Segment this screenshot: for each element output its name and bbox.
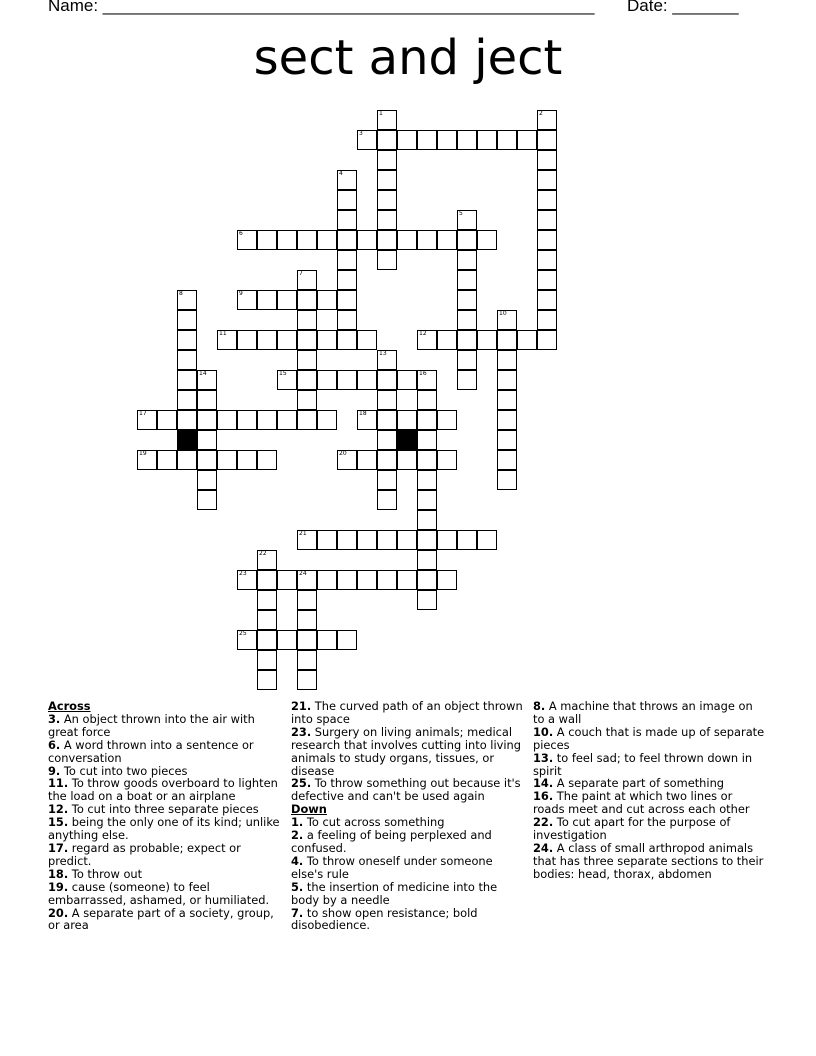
cell-number: 15 bbox=[279, 370, 287, 377]
clue-number: 24. bbox=[533, 840, 554, 855]
cell-number: 24 bbox=[299, 570, 307, 577]
clue-text: To throw something out because it's defective and can't be used again bbox=[291, 776, 521, 804]
grid-cell[interactable] bbox=[237, 570, 257, 590]
grid-cell[interactable] bbox=[417, 510, 437, 530]
grid-cell[interactable] bbox=[477, 130, 497, 150]
clue-number: 15. bbox=[48, 815, 69, 830]
grid-cell[interactable] bbox=[337, 630, 357, 650]
black-cell bbox=[177, 430, 197, 450]
grid-cell[interactable] bbox=[497, 310, 517, 330]
cell-number: 9 bbox=[239, 290, 243, 297]
grid-cell[interactable] bbox=[397, 130, 417, 150]
clue-text: To throw goods overboard to lighten the load on a boat or an airplane bbox=[48, 776, 278, 804]
clue-text: cause (someone) to feel embarrassed, ashamed, or humiliated. bbox=[48, 879, 270, 907]
clue-number: 25. bbox=[291, 776, 312, 791]
grid-cell[interactable] bbox=[437, 530, 457, 550]
grid-cell[interactable] bbox=[457, 350, 477, 370]
grid-cell[interactable] bbox=[277, 370, 297, 390]
grid-cell[interactable] bbox=[237, 630, 257, 650]
clue-text: To cut across something bbox=[303, 815, 445, 830]
clue-item bbox=[533, 726, 765, 752]
cell-number: 2 bbox=[539, 110, 543, 117]
down-clue-list bbox=[291, 816, 523, 932]
grid-cell[interactable] bbox=[377, 230, 397, 250]
grid-cell[interactable] bbox=[537, 210, 557, 230]
grid-cell[interactable] bbox=[397, 570, 417, 590]
clue-item bbox=[291, 777, 523, 803]
grid-cell[interactable] bbox=[177, 450, 197, 470]
cell-number: 23 bbox=[239, 570, 247, 577]
grid-cell[interactable] bbox=[477, 330, 497, 350]
grid-cell[interactable] bbox=[297, 590, 317, 610]
grid-cell[interactable] bbox=[277, 230, 297, 250]
grid-cell[interactable] bbox=[517, 130, 537, 150]
grid-cell[interactable] bbox=[177, 350, 197, 370]
grid-cell[interactable] bbox=[457, 130, 477, 150]
clue-item bbox=[48, 816, 280, 842]
clue-item bbox=[291, 829, 523, 855]
cell-number: 4 bbox=[339, 170, 343, 177]
grid-cell[interactable] bbox=[457, 290, 477, 310]
grid-cell[interactable] bbox=[157, 450, 177, 470]
clues-column-2 bbox=[291, 700, 523, 932]
grid-cell[interactable] bbox=[417, 330, 437, 350]
cell-number: 5 bbox=[459, 210, 463, 217]
grid-cell[interactable] bbox=[257, 590, 277, 610]
cell-number: 22 bbox=[259, 550, 267, 557]
grid-cell[interactable] bbox=[297, 230, 317, 250]
clue-item bbox=[533, 842, 765, 881]
grid-cell[interactable] bbox=[417, 430, 437, 450]
grid-cell[interactable] bbox=[457, 310, 477, 330]
grid-cell[interactable] bbox=[417, 130, 437, 150]
clue-text: A word thrown into a sentence or conversation bbox=[48, 737, 254, 765]
grid-cell[interactable] bbox=[197, 370, 217, 390]
grid-cell[interactable] bbox=[357, 130, 377, 150]
down-clue-list-continued bbox=[533, 700, 765, 881]
grid-cell[interactable] bbox=[157, 410, 177, 430]
clue-number: 14. bbox=[533, 776, 554, 791]
clue-number: 3. bbox=[48, 711, 61, 726]
clue-text: To throw oneself under someone else's rule bbox=[291, 853, 493, 881]
grid-cell[interactable] bbox=[257, 230, 277, 250]
clue-number: 5. bbox=[291, 879, 304, 894]
grid-cell[interactable] bbox=[457, 250, 477, 270]
grid-cell[interactable] bbox=[397, 410, 417, 430]
grid-cell[interactable] bbox=[377, 210, 397, 230]
grid-cell[interactable] bbox=[457, 530, 477, 550]
grid-cell[interactable] bbox=[257, 630, 277, 650]
grid-cell[interactable] bbox=[457, 210, 477, 230]
grid-cell[interactable] bbox=[377, 390, 397, 410]
grid-cell[interactable] bbox=[197, 390, 217, 410]
clue-text: To cut into two pieces bbox=[60, 763, 188, 778]
grid-cell[interactable] bbox=[537, 330, 557, 350]
grid-cell[interactable] bbox=[257, 410, 277, 430]
grid-cell[interactable] bbox=[337, 330, 357, 350]
grid-cell[interactable] bbox=[177, 370, 197, 390]
grid-cell[interactable] bbox=[377, 370, 397, 390]
grid-cell[interactable] bbox=[497, 430, 517, 450]
black-cell bbox=[397, 430, 417, 450]
name-field-label: Name: ____________________________________________________ bbox=[48, 0, 595, 15]
grid-cell[interactable] bbox=[357, 230, 377, 250]
grid-cell[interactable] bbox=[177, 310, 197, 330]
grid-cell[interactable] bbox=[297, 390, 317, 410]
cell-number: 10 bbox=[499, 310, 507, 317]
grid-cell[interactable] bbox=[197, 490, 217, 510]
cell-number: 20 bbox=[339, 450, 347, 457]
clue-text: To cut apart for the purpose of investigation bbox=[533, 815, 731, 843]
clue-number: 19. bbox=[48, 879, 69, 894]
grid-cell[interactable] bbox=[297, 610, 317, 630]
grid-cell[interactable] bbox=[537, 190, 557, 210]
cell-number: 13 bbox=[379, 350, 387, 357]
grid-cell[interactable] bbox=[537, 230, 557, 250]
grid-cell[interactable] bbox=[457, 330, 477, 350]
clue-text: the insertion of medicine into the body by a needle bbox=[291, 879, 498, 907]
cell-number: 21 bbox=[299, 530, 307, 537]
clue-number: 12. bbox=[48, 802, 69, 817]
grid-cell[interactable] bbox=[497, 330, 517, 350]
grid-cell[interactable] bbox=[437, 230, 457, 250]
clue-number: 23. bbox=[291, 724, 312, 739]
grid-cell[interactable] bbox=[217, 410, 237, 430]
grid-cell[interactable] bbox=[297, 410, 317, 430]
cell-number: 17 bbox=[139, 410, 147, 417]
grid-cell[interactable] bbox=[257, 330, 277, 350]
grid-cell[interactable] bbox=[537, 250, 557, 270]
clue-item bbox=[533, 752, 765, 778]
grid-cell[interactable] bbox=[377, 470, 397, 490]
grid-cell[interactable] bbox=[377, 410, 397, 430]
grid-cell[interactable] bbox=[377, 490, 397, 510]
cell-number: 18 bbox=[359, 410, 367, 417]
clue-text: A separate part of a society, group, or area bbox=[48, 905, 274, 933]
grid-cell[interactable] bbox=[337, 530, 357, 550]
cell-number: 7 bbox=[299, 270, 303, 277]
grid-cell[interactable] bbox=[297, 350, 317, 370]
grid-cell[interactable] bbox=[337, 290, 357, 310]
clue-number: 2. bbox=[291, 828, 304, 843]
grid-cell[interactable] bbox=[377, 430, 397, 450]
clue-number: 9. bbox=[48, 763, 61, 778]
clue-number: 6. bbox=[48, 737, 61, 752]
grid-cell[interactable] bbox=[537, 130, 557, 150]
clue-number: 10. bbox=[533, 724, 554, 739]
grid-cell[interactable] bbox=[297, 570, 317, 590]
grid-cell[interactable] bbox=[397, 530, 417, 550]
grid-cell[interactable] bbox=[337, 210, 357, 230]
grid-cell[interactable] bbox=[417, 410, 437, 430]
clue-item bbox=[533, 700, 765, 726]
grid-cell[interactable] bbox=[197, 450, 217, 470]
across-clue-list-continued bbox=[291, 700, 523, 803]
grid-cell[interactable] bbox=[457, 270, 477, 290]
grid-cell[interactable] bbox=[257, 670, 277, 690]
grid-cell[interactable] bbox=[177, 290, 197, 310]
grid-cell[interactable] bbox=[537, 150, 557, 170]
clue-item bbox=[48, 713, 280, 739]
clue-item bbox=[291, 700, 523, 726]
grid-cell[interactable] bbox=[197, 430, 217, 450]
grid-cell[interactable] bbox=[297, 310, 317, 330]
grid-cell[interactable] bbox=[417, 570, 437, 590]
grid-cell[interactable] bbox=[177, 410, 197, 430]
grid-cell[interactable] bbox=[257, 570, 277, 590]
grid-cell[interactable] bbox=[277, 630, 297, 650]
grid-cell[interactable] bbox=[417, 450, 437, 470]
clue-text: An object thrown into the air with great force bbox=[48, 711, 255, 739]
grid-cell[interactable] bbox=[217, 330, 237, 350]
grid-cell[interactable] bbox=[337, 170, 357, 190]
clue-item bbox=[291, 881, 523, 907]
grid-cell[interactable] bbox=[237, 450, 257, 470]
grid-cell[interactable] bbox=[297, 530, 317, 550]
clue-text: To throw out bbox=[68, 866, 143, 881]
grid-cell[interactable] bbox=[537, 170, 557, 190]
grid-cell[interactable] bbox=[337, 310, 357, 330]
grid-cell[interactable] bbox=[477, 530, 497, 550]
grid-cell[interactable] bbox=[337, 270, 357, 290]
grid-cell[interactable] bbox=[497, 410, 517, 430]
clue-number: 18. bbox=[48, 866, 69, 881]
grid-cell[interactable] bbox=[497, 470, 517, 490]
down-heading: Down bbox=[291, 802, 327, 817]
clue-number: 7. bbox=[291, 905, 304, 920]
grid-cell[interactable] bbox=[537, 110, 557, 130]
clue-text: A class of small arthropod animals that has three separate sections to their bodies: head, thorax, abdomen bbox=[533, 840, 764, 881]
grid-cell[interactable] bbox=[437, 330, 457, 350]
grid-cell[interactable] bbox=[417, 390, 437, 410]
clues-column-3 bbox=[533, 700, 765, 881]
grid-cell[interactable] bbox=[257, 450, 277, 470]
grid-cell[interactable] bbox=[277, 570, 297, 590]
grid-cell[interactable] bbox=[517, 330, 537, 350]
grid-cell[interactable] bbox=[337, 190, 357, 210]
clue-text: To cut into three separate pieces bbox=[68, 802, 259, 817]
cell-number: 11 bbox=[219, 330, 227, 337]
grid-cell[interactable] bbox=[317, 630, 337, 650]
cell-number: 3 bbox=[359, 130, 363, 137]
grid-cell[interactable] bbox=[257, 650, 277, 670]
clue-item bbox=[291, 907, 523, 933]
grid-cell[interactable] bbox=[297, 370, 317, 390]
grid-cell[interactable] bbox=[337, 230, 357, 250]
date-field-label: Date: _______ bbox=[627, 0, 739, 15]
grid-cell[interactable] bbox=[317, 330, 337, 350]
clue-text: A couch that is made up of separate pieces bbox=[533, 724, 765, 752]
grid-cell[interactable] bbox=[197, 410, 217, 430]
clue-number: 1. bbox=[291, 815, 304, 830]
grid-cell[interactable] bbox=[477, 230, 497, 250]
grid-cell[interactable] bbox=[297, 630, 317, 650]
grid-cell[interactable] bbox=[137, 410, 157, 430]
grid-cell[interactable] bbox=[397, 230, 417, 250]
clue-item bbox=[533, 816, 765, 842]
grid-cell[interactable] bbox=[357, 370, 377, 390]
grid-cell[interactable] bbox=[297, 650, 317, 670]
clue-item bbox=[48, 907, 280, 933]
clue-item bbox=[48, 739, 280, 765]
grid-cell[interactable] bbox=[277, 410, 297, 430]
cell-number: 19 bbox=[139, 450, 147, 457]
clue-text: The curved path of an object thrown into space bbox=[291, 699, 523, 726]
clue-number: 4. bbox=[291, 853, 304, 868]
clue-text: A separate part of something bbox=[553, 776, 725, 791]
grid-cell[interactable] bbox=[257, 610, 277, 630]
grid-cell[interactable] bbox=[337, 250, 357, 270]
clue-text: being the only one of its kind; unlike anything else. bbox=[48, 815, 280, 843]
grid-cell[interactable] bbox=[377, 350, 397, 370]
clue-text: A machine that throws an image on to a wall bbox=[533, 699, 753, 726]
clue-item bbox=[291, 855, 523, 881]
cell-number: 1 bbox=[379, 110, 383, 117]
grid-cell[interactable] bbox=[437, 130, 457, 150]
grid-cell[interactable] bbox=[177, 330, 197, 350]
grid-cell[interactable] bbox=[357, 530, 377, 550]
clue-text: to feel sad; to feel thrown down in spirit bbox=[533, 750, 753, 778]
grid-cell[interactable] bbox=[497, 390, 517, 410]
cell-number: 16 bbox=[419, 370, 427, 377]
grid-cell[interactable] bbox=[317, 230, 337, 250]
cell-number: 8 bbox=[179, 290, 183, 297]
grid-cell[interactable] bbox=[297, 670, 317, 690]
clue-number: 17. bbox=[48, 840, 69, 855]
grid-cell[interactable] bbox=[377, 170, 397, 190]
puzzle-title: sect and ject bbox=[253, 30, 563, 86]
clue-text: a feeling of being perplexed and confused. bbox=[291, 828, 492, 855]
clue-item bbox=[48, 881, 280, 907]
grid-cell[interactable] bbox=[497, 350, 517, 370]
grid-cell[interactable] bbox=[537, 310, 557, 330]
clue-item bbox=[533, 790, 765, 816]
grid-cell[interactable] bbox=[237, 230, 257, 250]
cell-number: 25 bbox=[239, 630, 247, 637]
grid-cell[interactable] bbox=[237, 330, 257, 350]
grid-cell[interactable] bbox=[357, 410, 377, 430]
grid-cell[interactable] bbox=[377, 570, 397, 590]
grid-cell[interactable] bbox=[417, 550, 437, 570]
cell-number: 14 bbox=[199, 370, 207, 377]
clue-number: 20. bbox=[48, 905, 69, 920]
clue-text: regard as probable; expect or predict. bbox=[48, 840, 241, 868]
clue-item bbox=[48, 842, 280, 868]
grid-cell[interactable] bbox=[337, 370, 357, 390]
grid-cell[interactable] bbox=[417, 230, 437, 250]
grid-cell[interactable] bbox=[417, 370, 437, 390]
grid-cell[interactable] bbox=[357, 330, 377, 350]
clue-number: 22. bbox=[533, 815, 554, 830]
grid-cell[interactable] bbox=[537, 270, 557, 290]
clue-item bbox=[291, 726, 523, 778]
grid-cell[interactable] bbox=[357, 570, 377, 590]
clue-text: Surgery on living animals; medical research that involves cutting into living animals to study organs, tissues, or disease bbox=[291, 724, 521, 778]
grid-cell[interactable] bbox=[497, 450, 517, 470]
cell-number: 6 bbox=[239, 230, 243, 237]
grid-cell[interactable] bbox=[377, 110, 397, 130]
grid-cell[interactable] bbox=[217, 450, 237, 470]
grid-cell[interactable] bbox=[197, 470, 217, 490]
clue-number: 21. bbox=[291, 699, 312, 713]
clue-text: The paint at which two lines or roads meet and cut across each other bbox=[533, 789, 750, 817]
grid-cell[interactable] bbox=[297, 330, 317, 350]
grid-cell[interactable] bbox=[317, 290, 337, 310]
clue-number: 11. bbox=[48, 776, 69, 791]
grid-cell[interactable] bbox=[377, 190, 397, 210]
grid-cell[interactable] bbox=[277, 330, 297, 350]
grid-cell[interactable] bbox=[297, 270, 317, 290]
across-clue-list bbox=[48, 713, 280, 932]
grid-cell[interactable] bbox=[417, 490, 437, 510]
grid-cell[interactable] bbox=[377, 250, 397, 270]
grid-cell[interactable] bbox=[257, 550, 277, 570]
grid-cell[interactable] bbox=[497, 370, 517, 390]
grid-cell[interactable] bbox=[377, 130, 397, 150]
clue-number: 16. bbox=[533, 789, 554, 804]
grid-cell[interactable] bbox=[337, 450, 357, 470]
grid-cell[interactable] bbox=[397, 370, 417, 390]
grid-cell[interactable] bbox=[317, 530, 337, 550]
grid-cell[interactable] bbox=[337, 570, 357, 590]
grid-cell[interactable] bbox=[137, 450, 157, 470]
across-heading: Across bbox=[48, 699, 91, 713]
grid-cell[interactable] bbox=[317, 570, 337, 590]
clue-item bbox=[48, 777, 280, 803]
clue-text: to show open resistance; bold disobedience. bbox=[291, 905, 478, 933]
grid-cell[interactable] bbox=[497, 130, 517, 150]
grid-cell[interactable] bbox=[437, 450, 457, 470]
grid-cell[interactable] bbox=[437, 410, 457, 430]
grid-cell[interactable] bbox=[537, 290, 557, 310]
grid-cell[interactable] bbox=[377, 450, 397, 470]
grid-cell[interactable] bbox=[317, 370, 337, 390]
grid-cell[interactable] bbox=[277, 290, 297, 310]
grid-cell[interactable] bbox=[377, 150, 397, 170]
grid-cell[interactable] bbox=[397, 450, 417, 470]
grid-cell[interactable] bbox=[457, 370, 477, 390]
grid-cell[interactable] bbox=[417, 590, 437, 610]
grid-cell[interactable] bbox=[317, 410, 337, 430]
grid-cell[interactable] bbox=[377, 530, 397, 550]
grid-cell[interactable] bbox=[457, 230, 477, 250]
clues-column-1 bbox=[48, 700, 280, 932]
grid-cell[interactable] bbox=[417, 470, 437, 490]
grid-cell[interactable] bbox=[237, 290, 257, 310]
clue-number: 8. bbox=[533, 699, 546, 713]
grid-cell[interactable] bbox=[417, 530, 437, 550]
grid-cell[interactable] bbox=[437, 570, 457, 590]
grid-cell[interactable] bbox=[177, 390, 197, 410]
grid-cell[interactable] bbox=[357, 450, 377, 470]
clue-number: 13. bbox=[533, 750, 554, 765]
grid-cell[interactable] bbox=[257, 290, 277, 310]
grid-cell[interactable] bbox=[297, 290, 317, 310]
grid-cell[interactable] bbox=[237, 410, 257, 430]
cell-number: 12 bbox=[419, 330, 427, 337]
